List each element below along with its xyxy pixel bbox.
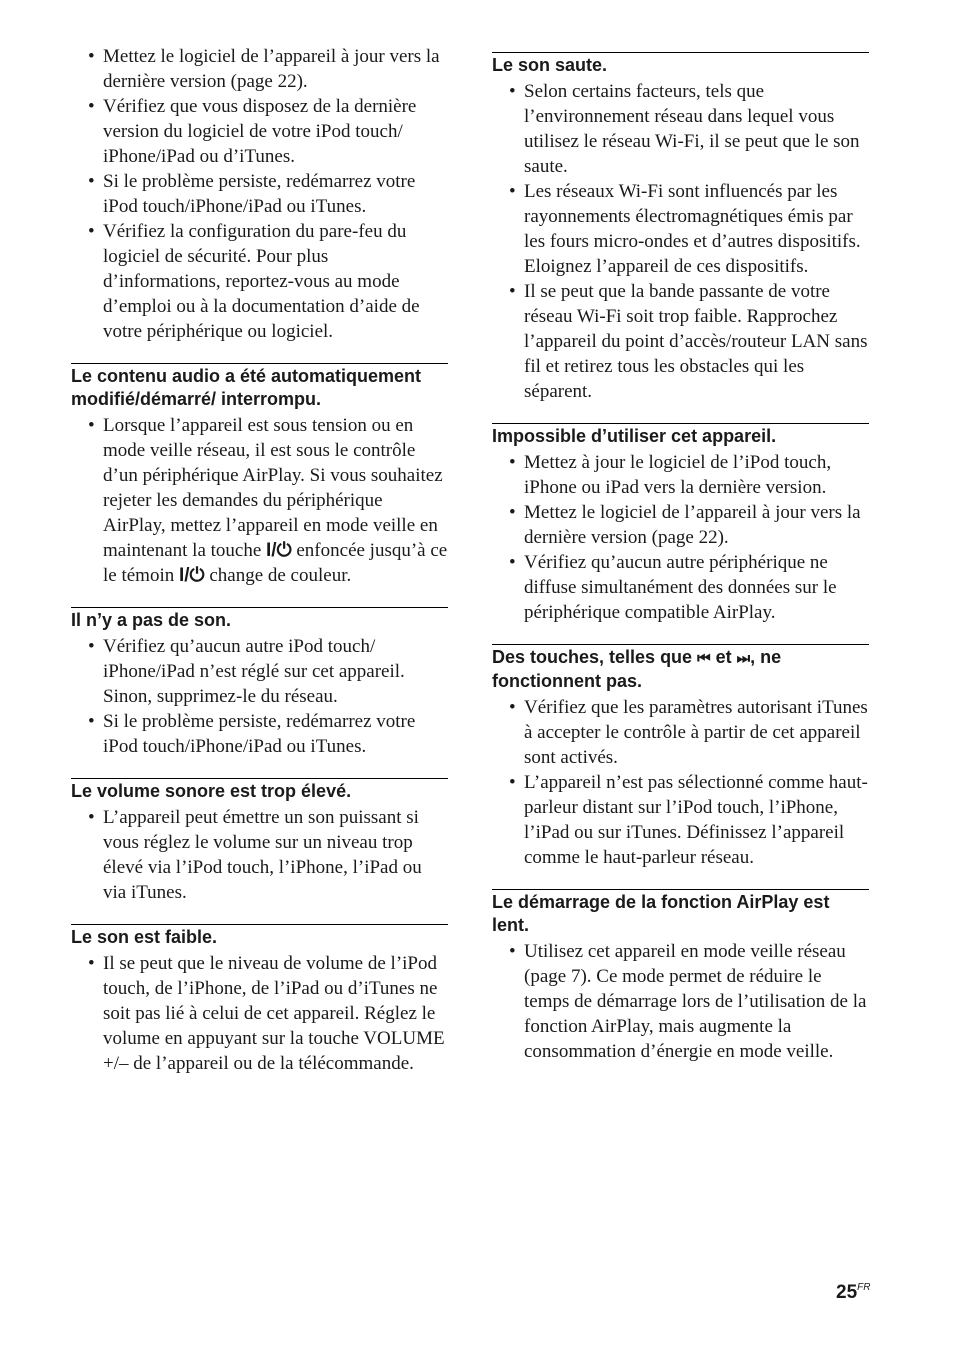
section-heading: Il n’y a pas de son. (71, 607, 448, 632)
list-item: • Vérifiez que les paramètres autorisant iTunes à accepter le contrôle à partir de cet appareil sont activés. (509, 697, 868, 768)
section-heading: Le son est faible. (71, 924, 448, 949)
section-airplay-slow (492, 889, 869, 1064)
list-item: • Vérifiez que vous disposez de la dernière version du logiciel de votre iPod touch/ iPhone/iPad ou d’iTunes. (88, 96, 417, 167)
section-sound-weak (71, 924, 448, 1076)
left-column (71, 44, 448, 1095)
list-item: • Mettez à jour le logiciel de l’iPod touch, iPhone ou iPad vers la dernière version. (509, 452, 832, 498)
standby-power-icon: I/⏻ (178, 565, 205, 586)
bullet-list (71, 634, 448, 759)
list-item: • Vérifiez qu’aucun autre iPod touch/ iPhone/iPad n’est réglé sur cet appareil. Sinon, supprimez-le du réseau. (88, 636, 405, 707)
section-audio-changed (71, 363, 448, 588)
language-code: FR (857, 1282, 871, 1293)
list-item: • Mettez le logiciel de l’appareil à jour vers la dernière version (page 22). (88, 46, 440, 92)
list-item: • Lorsque l’appareil est sous tension ou en mode veille réseau, il est sous le contrôle d’un périphérique AirPlay. Si vous souhaitez rejeter les demandes du périphérique AirPlay, mettez l’appareil en mode veille en maintenant la touche I/⏻ enfoncée jusqu’à ce le témoin I/⏻ change de couleur. (88, 415, 448, 586)
list-item: • Il se peut que la bande passante de votre réseau Wi-Fi soit trop faible. Rapprochez l’appareil du point d’accès/routeur LAN sans fil et retirez tous les obstacles qui les séparent. (509, 281, 868, 402)
list-item: • Vérifiez qu’aucun autre périphérique ne diffuse simultanément des données sur le périphérique compatible AirPlay. (509, 552, 837, 623)
list-item: • Si le problème persiste, redémarrez votre iPod touch/iPhone/iPad ou iTunes. (88, 171, 416, 217)
section-heading: Le volume sonore est trop élevé. (71, 778, 448, 803)
bullet-list (71, 413, 448, 588)
section-no-sound (71, 607, 448, 759)
bullet-list (71, 951, 448, 1076)
bullet-list (492, 695, 869, 870)
previous-track-icon: ⏮ (697, 649, 711, 667)
section-volume-high (71, 778, 448, 905)
section-heading: Le contenu audio a été automatiquement modifié/démarré/ interrompu. (71, 363, 448, 411)
list-item: • Selon certains facteurs, tels que l’environnement réseau dans lequel vous utilisez le réseau Wi-Fi, il se peut que le son saute. (509, 81, 860, 177)
section-sound-skips (492, 52, 869, 404)
intro-bullet-list (71, 44, 448, 344)
section-heading: Le démarrage de la fonction AirPlay est lent. (492, 889, 869, 937)
list-item: • Les réseaux Wi-Fi sont influencés par les rayonnements électromagnétiques émis par les fours micro-ondes et d’autres dispositifs. Eloignez l’appareil de ces dispositifs. (509, 181, 861, 277)
page-number: $25^{FR}$ (836, 1282, 871, 1303)
list-item: • Mettez le logiciel de l’appareil à jour vers la dernière version (page 22). (509, 502, 861, 548)
list-item: • L’appareil peut émettre un son puissant si vous réglez le volume sur un niveau trop élevé via l’iPod touch, l’iPhone, l’iPad ou via iTunes. (88, 807, 422, 903)
list-item: • Si le problème persiste, redémarrez votre iPod touch/iPhone/iPad ou iTunes. (88, 711, 416, 757)
list-item: • Il se peut que le niveau de volume de l’iPod touch, de l’iPhone, de l’iPad ou d’iTunes ne soit pas lié à celui de cet appareil. Réglez le volume en appuyant sur la touche VOLUME +/– de l’appareil ou de la télécommande. (88, 953, 445, 1074)
bullet-list (492, 939, 869, 1064)
bullet-list (71, 805, 448, 905)
next-track-icon: ⏭ (736, 649, 751, 667)
standby-power-icon: I/⏻ (266, 540, 292, 561)
bullet-list (492, 79, 869, 404)
section-heading: Le son saute. (492, 52, 869, 77)
bullet-list (492, 450, 869, 625)
section-heading: Des touches, telles que ⏮ et ⏭, ne fonctionnent pas. (492, 644, 869, 693)
list-item: • Vérifiez la configuration du pare-feu du logiciel de sécurité. Pour plus d’informations, reportez-vous au mode d’emploi ou à la documentation d’aide de votre périphérique ou logiciel. (88, 221, 420, 342)
right-column (492, 52, 869, 1083)
section-cannot-use (492, 423, 869, 625)
list-item: • L’appareil n’est pas sélectionné comme haut-parleur distant sur l’iPod touch, l’iPhone, l’iPad ou sur iTunes. Définissez l’appareil comme le haut-parleur réseau. (509, 772, 868, 868)
list-item: • Utilisez cet appareil en mode veille réseau (page 7). Ce mode permet de réduire le temps de démarrage lors de l’utilisation de la fonction AirPlay, mais augmente la consommation d’énergie en mode veille. (509, 941, 867, 1062)
section-heading: Impossible d’utiliser cet appareil. (492, 423, 869, 448)
section-keys-not-working (492, 644, 869, 870)
